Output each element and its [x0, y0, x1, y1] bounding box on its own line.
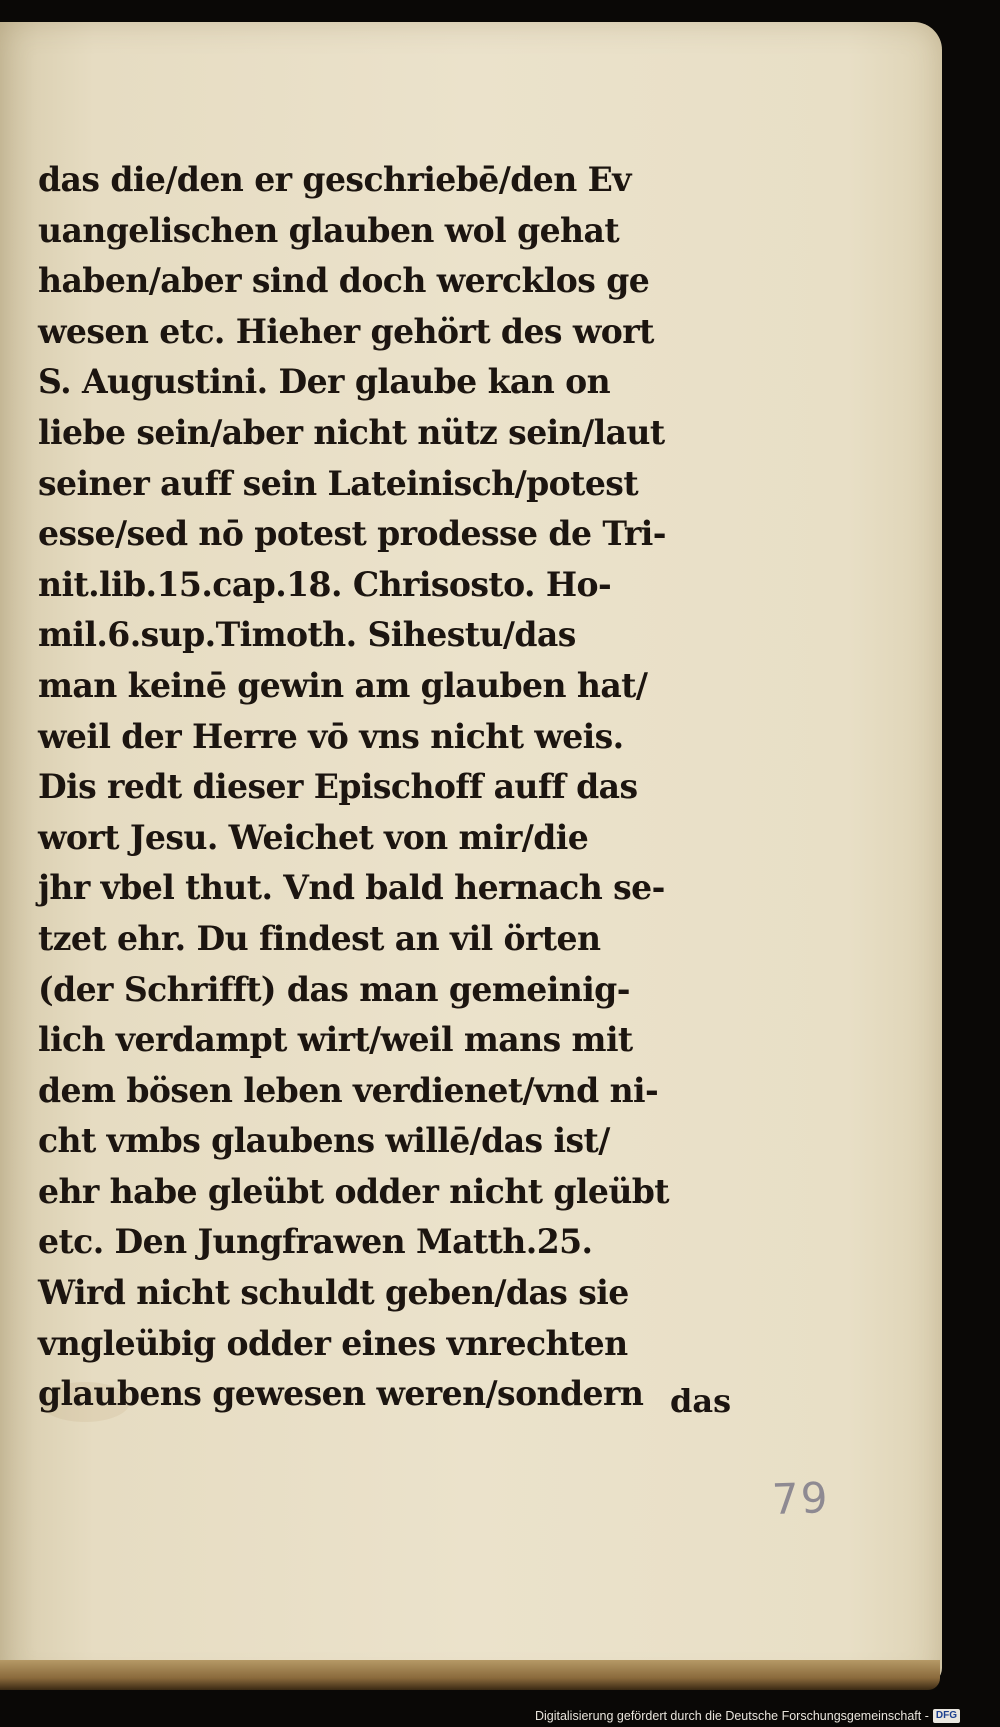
text-line: glaubens gewesen weren/sondern	[38, 1374, 644, 1415]
credit-text: Digitalisierung gefördert durch die Deutsche Forschungsgemeinschaft -	[534, 1709, 929, 1723]
catchword: das	[670, 1382, 732, 1420]
text-line: das die/den er geschriebē/den Ev	[38, 160, 631, 200]
text-line: cht vmbs glaubens willē/das ist/	[38, 1121, 610, 1162]
book-page	[0, 22, 942, 1684]
text-line: seiner auff sein Lateinisch/potest	[38, 463, 639, 504]
digitization-credit	[535, 1709, 960, 1723]
text-line: etc. Den Jungfrawen Matth.25.	[38, 1222, 593, 1263]
text-line: mil.6.sup.Timoth. Sihestu/das	[38, 615, 576, 656]
text-line: jhr vbel thut. Vnd bald hernach se-	[38, 868, 665, 909]
text-line: wesen etc. Hieher gehört des wort	[38, 311, 654, 352]
text-line: weil der Herre vō vns nicht weis.	[38, 716, 624, 757]
text-line: man keinē gewin am glauben hat/	[38, 665, 648, 706]
folio-number: 79	[771, 1473, 831, 1524]
page-bottom-edge	[0, 1660, 940, 1690]
text-line: S. Augustini. Der glaube kan on	[38, 362, 611, 403]
text-line: nit.lib.15.cap.18. Chrisosto. Ho-	[38, 564, 612, 605]
text-line: ehr habe gleübt odder nicht gleübt	[38, 1171, 670, 1212]
text-line: dem bösen leben verdienet/vnd ni-	[38, 1070, 659, 1111]
text-line: lich verdampt wirt/weil mans mit	[38, 1020, 633, 1061]
text-line: wort Jesu. Weichet von mir/die	[38, 817, 589, 858]
text-line: vngleübig odder eines vnrechten	[38, 1323, 628, 1364]
text-line: haben/aber sind doch wercklos ge	[38, 261, 650, 302]
body-text	[38, 155, 768, 1420]
text-line: liebe sein/aber nicht nütz sein/laut	[38, 412, 665, 453]
text-line: esse/sed nō potest prodesse de Tri-	[38, 514, 666, 555]
text-line: tzet ehr. Du findest an vil örten	[38, 918, 601, 959]
text-line: Wird nicht schuldt geben/das sie	[38, 1273, 629, 1314]
dfg-logo: DFG	[933, 1709, 960, 1723]
text-line: Dis redt dieser Epischoff auff das	[38, 767, 638, 808]
text-line: uangelischen glauben wol gehat	[38, 210, 620, 251]
text-line: (der Schrifft) das man gemeinig-	[38, 969, 630, 1010]
